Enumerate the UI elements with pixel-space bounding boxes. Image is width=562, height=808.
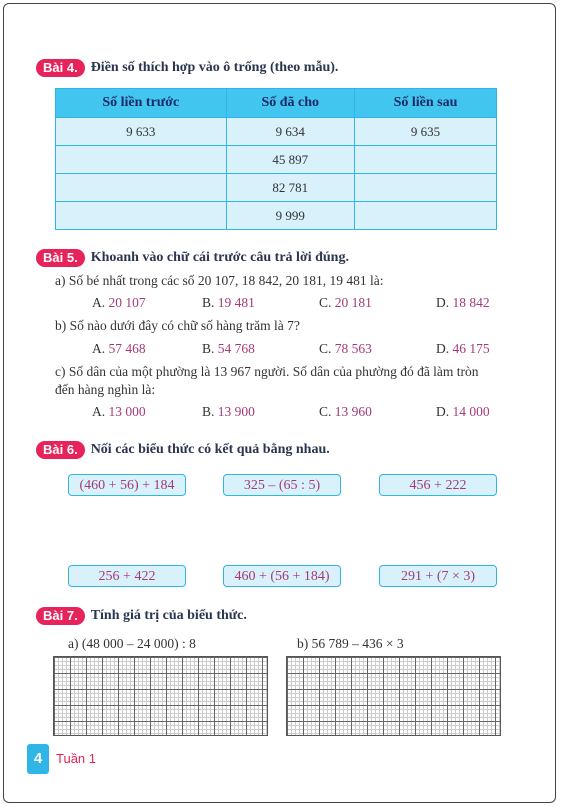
option-a-A[interactable]: A. 20 107	[92, 295, 146, 310]
table-row	[56, 146, 497, 174]
expression-b: b) 56 789 – 436 × 3	[297, 636, 404, 651]
question-c-line2: đến hàng nghìn là:	[55, 382, 156, 397]
expression-bottom-2[interactable]: 460 + (56 + 184)	[223, 565, 341, 587]
number-table	[55, 88, 497, 230]
bai5-header	[36, 249, 349, 267]
expression-bottom-1[interactable]: 256 + 422	[68, 565, 186, 587]
expression-top-2[interactable]: 325 – (65 : 5)	[223, 474, 341, 496]
option-c-C[interactable]: C. 13 960	[319, 404, 372, 419]
page-number: 4	[27, 744, 49, 774]
bai7-header	[36, 607, 247, 625]
bai6-title: Nối các biểu thức có kết quả bằng nhau.	[90, 442, 330, 457]
header-given: Số đã cho	[226, 89, 354, 118]
table-cell-blank[interactable]	[56, 174, 227, 202]
question-b: b) Số nào dưới đây có chữ số hàng trăm là 7?	[55, 318, 300, 333]
table-cell: 9 635	[354, 118, 496, 146]
bai5-title: Khoanh vào chữ cái trước câu trả lời đúng.	[90, 250, 349, 265]
header-successor: Số liền sau	[354, 89, 496, 118]
table-cell: 9 634	[226, 118, 354, 146]
question-c-line1: c) Số dân của một phường là 13 967 người. Số dân của phường đó đã làm tròn	[55, 364, 479, 379]
table-row	[56, 118, 497, 146]
table-cell-blank[interactable]	[354, 174, 496, 202]
option-c-B[interactable]: B. 13 900	[202, 404, 255, 419]
option-b-C[interactable]: C. 78 563	[319, 341, 372, 356]
option-a-B[interactable]: B. 19 481	[202, 295, 255, 310]
table-cell: 9 999	[226, 202, 354, 230]
expression-top-1[interactable]: (460 + 56) + 184	[68, 474, 186, 496]
table-cell: 9 633	[56, 118, 227, 146]
table-header-row	[56, 89, 497, 118]
header-predecessor: Số liền trước	[56, 89, 227, 118]
bai7-badge: Bài 7.	[36, 607, 85, 625]
table-row	[56, 174, 497, 202]
expression-a: a) (48 000 – 24 000) : 8	[68, 636, 196, 651]
table-cell-blank[interactable]	[354, 146, 496, 174]
option-b-B[interactable]: B. 54 768	[202, 341, 255, 356]
table-cell: 45 897	[226, 146, 354, 174]
option-a-D[interactable]: D. 18 842	[436, 295, 490, 310]
table-row	[56, 202, 497, 230]
bai5-badge: Bài 5.	[36, 249, 85, 267]
bai6-badge: Bài 6.	[36, 441, 85, 459]
expression-bottom-3[interactable]: 291 + (7 × 3)	[379, 565, 497, 587]
grid-answer-a[interactable]	[53, 656, 268, 736]
bai4-title: Điền số thích hợp vào ô trống (theo mẫu).	[90, 60, 339, 75]
bai4-header	[36, 59, 338, 77]
option-c-D[interactable]: D. 14 000	[436, 404, 490, 419]
option-c-A[interactable]: A. 13 000	[92, 404, 146, 419]
grid-answer-b[interactable]	[286, 656, 501, 736]
bai6-header	[36, 441, 330, 459]
question-a: a) Số bé nhất trong các số 20 107, 18 842, 20 181, 19 481 là:	[55, 273, 384, 288]
option-b-A[interactable]: A. 57 468	[92, 341, 146, 356]
week-label: Tuần 1	[56, 751, 96, 766]
table-cell-blank[interactable]	[56, 146, 227, 174]
expression-top-3[interactable]: 456 + 222	[379, 474, 497, 496]
option-a-C[interactable]: C. 20 181	[319, 295, 372, 310]
bai4-badge: Bài 4.	[36, 59, 85, 77]
table-cell-blank[interactable]	[56, 202, 227, 230]
table-cell: 82 781	[226, 174, 354, 202]
bai7-title: Tính giá trị của biểu thức.	[90, 608, 247, 623]
option-b-D[interactable]: D. 46 175	[436, 341, 490, 356]
table-cell-blank[interactable]	[354, 202, 496, 230]
